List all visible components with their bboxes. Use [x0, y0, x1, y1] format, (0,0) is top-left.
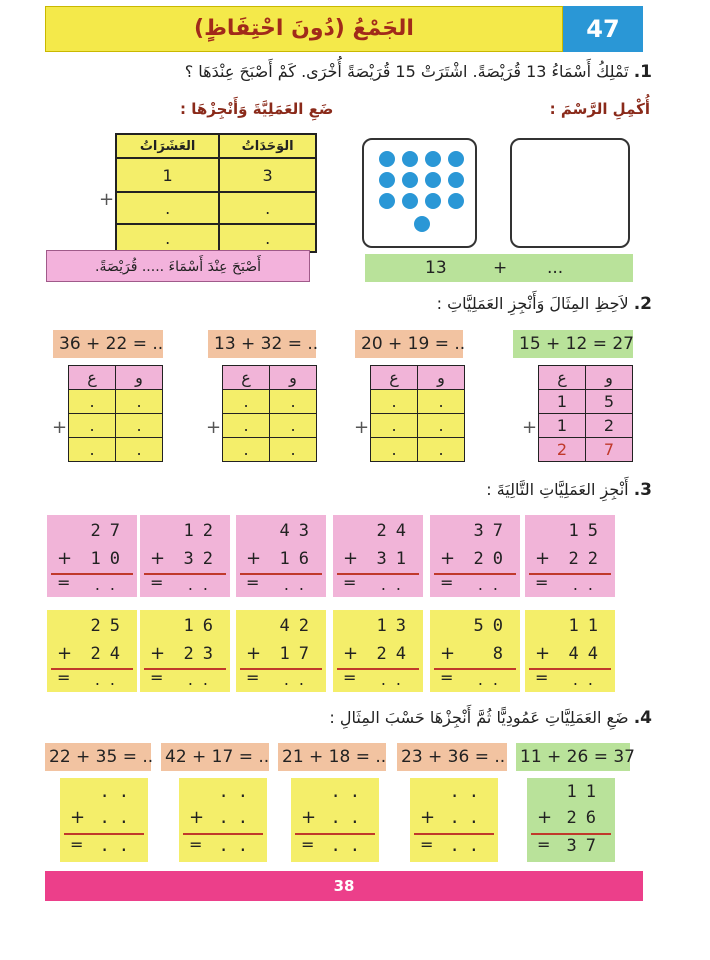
- q2-cell: .: [223, 438, 270, 462]
- q2-grid-3: [222, 365, 317, 462]
- q3-operand-2: 22: [568, 549, 607, 569]
- q3-plus: +: [57, 643, 73, 664]
- q2-head-u: و: [116, 366, 163, 390]
- q4-operand-2[interactable]: ..: [449, 808, 488, 828]
- q1-cell: .: [219, 192, 316, 224]
- q1-plus-sign: +: [99, 189, 115, 210]
- q3-equals: =: [343, 668, 357, 687]
- q3-operand-1: 42: [279, 616, 318, 636]
- q4-vertical-op: [291, 778, 379, 862]
- q3-operand-2: 31: [376, 549, 415, 569]
- q2-cell: .: [418, 414, 465, 438]
- q4-vertical-op: [179, 778, 267, 862]
- q2-cell: .: [69, 390, 116, 414]
- q3-operation: [333, 610, 423, 692]
- q3-answer[interactable]: ..: [283, 670, 314, 689]
- q1-question: تَمْلِكُ أَسْمَاءُ 13 قُرَيْصَةً. اشْتَرَتْ 15 قُرَيْصَةً أُخْرَى. كَمْ أَصْبَحَ عِنْدَهَا ؟: [184, 62, 629, 81]
- q2-plus-2: +: [354, 417, 370, 438]
- q4-operand-1[interactable]: ..: [449, 782, 488, 802]
- q3-operand-2: 23: [183, 644, 222, 664]
- q1-cell: 1: [116, 158, 219, 192]
- q2-head-u: و: [270, 366, 317, 390]
- q2-cell: .: [116, 438, 163, 462]
- q2-cell: .: [69, 414, 116, 438]
- q4-equals: =: [420, 835, 434, 854]
- q3-operation: [430, 610, 520, 692]
- q3-operand-1: 24: [376, 521, 415, 541]
- q4-result: 37: [566, 836, 605, 856]
- q2-head-u: و: [586, 366, 633, 390]
- page-number: 38: [333, 877, 355, 895]
- q2-head-t: ع: [223, 366, 270, 390]
- q2-head-t: ع: [69, 366, 116, 390]
- q2-plus-4: +: [52, 417, 68, 438]
- q4-plus: +: [301, 807, 317, 828]
- q3-operand-2: 44: [568, 644, 607, 664]
- q3-operand-2: 20: [473, 549, 512, 569]
- q1-green-left: 13: [425, 258, 447, 278]
- q2-example-equation: 15 + 12 = 27: [513, 330, 633, 358]
- q1-cell: 3: [219, 158, 316, 192]
- q2-cell: .: [418, 438, 465, 462]
- q2-cell: .: [69, 438, 116, 462]
- q3-operation: [47, 610, 137, 692]
- q2-grid-2: [370, 365, 465, 462]
- empty-drawing-box[interactable]: [510, 138, 630, 248]
- q2-cell: .: [116, 390, 163, 414]
- q2-cell: .: [371, 390, 418, 414]
- dots-box: [362, 138, 477, 248]
- q2-cell: 1: [539, 390, 586, 414]
- q4-number: 4.: [633, 708, 652, 728]
- q3-answer[interactable]: ..: [187, 670, 218, 689]
- q3-operand-1: 15: [568, 521, 607, 541]
- q2-cell: 7: [586, 438, 633, 462]
- q3-plus: +: [246, 548, 262, 569]
- q4-equation-4: 42 + 17 = ..: [161, 743, 269, 771]
- q3-operation: [333, 515, 423, 597]
- q3-answer[interactable]: ..: [283, 575, 314, 594]
- q3-equals: =: [440, 573, 454, 592]
- q4-example-equation: 11 + 26 = 37: [516, 743, 630, 771]
- q3-equals: =: [535, 573, 549, 592]
- q3-answer[interactable]: ..: [572, 575, 603, 594]
- q2-plus-1: +: [522, 417, 538, 438]
- q3-answer[interactable]: ..: [380, 575, 411, 594]
- tens-header: العَشَرَاتُ: [116, 134, 219, 158]
- q4-result[interactable]: ..: [218, 836, 257, 856]
- q3-plus: +: [150, 643, 166, 664]
- q3-number: 3.: [633, 480, 652, 500]
- complete-drawing-label: أُكْمِلِ الرَّسْمَ :: [549, 100, 650, 118]
- q4-text: [329, 708, 652, 728]
- q4-equals: =: [70, 835, 84, 854]
- lesson-number: 47: [563, 6, 643, 52]
- q4-operand-2: 26: [566, 808, 605, 828]
- q3-answer[interactable]: ..: [572, 670, 603, 689]
- q4-equals: =: [189, 835, 203, 854]
- answer-sentence: أَصْبَحَ عِنْدَ أَسْمَاءَ ..... قُرَيْصَةً.: [46, 250, 310, 282]
- q4-operand-2[interactable]: ..: [330, 808, 369, 828]
- q3-operation: [140, 515, 230, 597]
- q2-cell: 5: [586, 390, 633, 414]
- q3-answer[interactable]: ..: [94, 670, 125, 689]
- q2-grid-4: [68, 365, 163, 462]
- q3-operation: [525, 515, 615, 597]
- q2-cell: 1: [539, 414, 586, 438]
- q4-plus: +: [420, 807, 436, 828]
- q1-cell: .: [116, 224, 219, 252]
- q4-question: ضَعِ العَمَلِيَّاتِ عَمُودِيًّا ثُمَّ أَنْجِزْهَا حَسْبَ المِثَالِ :: [329, 708, 629, 727]
- q3-plus: +: [440, 643, 456, 664]
- q4-operand-1[interactable]: ..: [218, 782, 257, 802]
- q4-operand-2[interactable]: ..: [218, 808, 257, 828]
- q4-operand-1[interactable]: ..: [99, 782, 138, 802]
- q2-cell: .: [223, 390, 270, 414]
- q2-head-t: ع: [371, 366, 418, 390]
- q3-operation: [236, 610, 326, 692]
- q3-answer[interactable]: ..: [187, 575, 218, 594]
- q4-result[interactable]: ..: [449, 836, 488, 856]
- q1-number: 1.: [633, 62, 652, 82]
- q4-equation-5: 22 + 35 = ..: [45, 743, 151, 771]
- q4-plus: +: [70, 807, 86, 828]
- q2-head-u: و: [418, 366, 465, 390]
- q2-cell: .: [418, 390, 465, 414]
- q1-cell: .: [219, 224, 316, 252]
- q4-result[interactable]: ..: [99, 836, 138, 856]
- q3-equals: =: [343, 573, 357, 592]
- q2-cell: .: [116, 414, 163, 438]
- q3-operation: [47, 515, 137, 597]
- q3-equals: =: [535, 668, 549, 687]
- q2-head-t: ع: [539, 366, 586, 390]
- q2-equation-4: 36 + 22 = ..: [53, 330, 163, 358]
- place-op-label: ضَعِ العَمَلِيَّةَ وَأَنْجِزْهَا :: [180, 100, 334, 118]
- q3-operand-1: 37: [473, 521, 512, 541]
- q4-equals: =: [301, 835, 315, 854]
- q3-operand-1: 43: [279, 521, 318, 541]
- q4-equation-3: 21 + 18 = ..: [278, 743, 386, 771]
- q2-cell: .: [270, 390, 317, 414]
- q3-equals: =: [440, 668, 454, 687]
- q3-answer[interactable]: ..: [380, 670, 411, 689]
- blue-dots-drawing: [364, 140, 475, 246]
- q2-cell: .: [270, 438, 317, 462]
- q1-green-plus: +: [493, 258, 508, 278]
- q2-cell: 2: [539, 438, 586, 462]
- q2-equation-3: 13 + 32 = ..: [208, 330, 316, 358]
- units-header: الوَحَدَاتُ: [219, 134, 316, 158]
- q1-place-value-table: [115, 133, 317, 253]
- q3-plus: +: [535, 643, 551, 664]
- q4-operand-2[interactable]: ..: [99, 808, 138, 828]
- q3-plus: +: [343, 643, 359, 664]
- q1-green-right: ...: [547, 258, 564, 278]
- q4-equation-2: 23 + 36 = ..: [397, 743, 507, 771]
- q3-equals: =: [57, 573, 71, 592]
- q3-operand-2: 17: [279, 644, 318, 664]
- q3-operand-1: 16: [183, 616, 222, 636]
- q3-answer[interactable]: ..: [477, 670, 508, 689]
- q2-example-grid: [538, 365, 633, 462]
- q3-plus: +: [440, 548, 456, 569]
- q4-plus: +: [537, 807, 553, 828]
- q4-operand-1: 11: [566, 782, 605, 802]
- q2-number: 2.: [633, 294, 652, 314]
- q3-operand-2: 32: [183, 549, 222, 569]
- q3-operand-2: 8: [492, 644, 512, 664]
- q3-operation: [140, 610, 230, 692]
- q4-equals: =: [537, 835, 551, 854]
- q2-cell: 2: [586, 414, 633, 438]
- q2-text: [437, 294, 652, 314]
- q3-text: [486, 480, 652, 500]
- q2-equation-2: 20 + 19 = ..: [355, 330, 463, 358]
- q3-operand-1: 11: [568, 616, 607, 636]
- q3-operand-1: 27: [90, 521, 129, 541]
- q3-answer[interactable]: ..: [477, 575, 508, 594]
- q3-plus: +: [343, 548, 359, 569]
- q2-cell: .: [270, 414, 317, 438]
- q3-operand-2: 24: [376, 644, 415, 664]
- q3-operand-1: 50: [473, 616, 512, 636]
- q2-question: لاَحِظِ المِثَالَ وَأَنْجِزِ العَمَلِيَّاتِ :: [436, 294, 629, 313]
- q3-operation: [430, 515, 520, 597]
- q3-operation: [525, 610, 615, 692]
- q3-operand-1: 13: [376, 616, 415, 636]
- q3-equals: =: [57, 668, 71, 687]
- q3-operand-1: 25: [90, 616, 129, 636]
- q3-equals: =: [150, 668, 164, 687]
- q4-plus: +: [189, 807, 205, 828]
- lesson-title: الجَمْعُ (دُونَ احْتِفَاظٍ): [194, 16, 414, 41]
- q3-operand-1: 12: [183, 521, 222, 541]
- q2-cell: .: [371, 414, 418, 438]
- q4-result[interactable]: ..: [330, 836, 369, 856]
- q3-operand-2: 10: [90, 549, 129, 569]
- q3-equals: =: [246, 573, 260, 592]
- q1-cell: .: [116, 192, 219, 224]
- q3-plus: +: [535, 548, 551, 569]
- q3-question: أَنْجِزِ العَمَلِيَّاتِ التَّالِيَةَ :: [486, 480, 629, 499]
- q3-equals: =: [150, 573, 164, 592]
- q1-text: [92, 62, 652, 82]
- q2-cell: .: [371, 438, 418, 462]
- q3-plus: +: [246, 643, 262, 664]
- q3-answer[interactable]: ..: [94, 575, 125, 594]
- q3-operand-2: 24: [90, 644, 129, 664]
- q3-plus: +: [57, 548, 73, 569]
- q4-vertical-op: [410, 778, 498, 862]
- q3-operation: [236, 515, 326, 597]
- q3-equals: =: [246, 668, 260, 687]
- q3-operand-2: 16: [279, 549, 318, 569]
- q4-operand-1[interactable]: ..: [330, 782, 369, 802]
- q2-plus-3: +: [206, 417, 222, 438]
- q3-plus: +: [150, 548, 166, 569]
- q4-vertical-op: [60, 778, 148, 862]
- q2-cell: .: [223, 414, 270, 438]
- q4-example-vertical: [527, 778, 615, 862]
